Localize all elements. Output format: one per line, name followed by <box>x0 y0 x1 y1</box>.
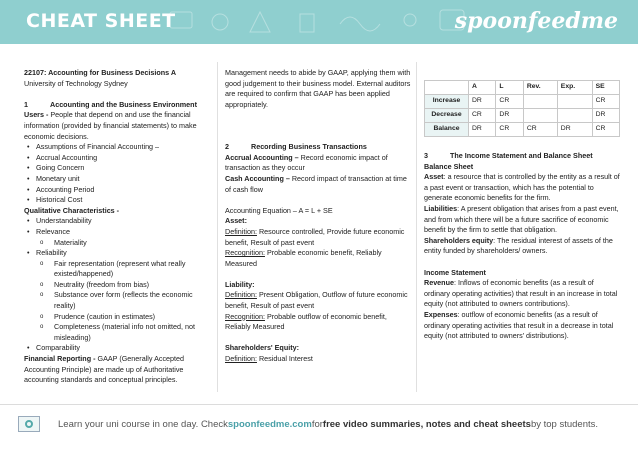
list-item: o Fair representation (represent what really existed/happened) <box>24 259 210 280</box>
row-label: Balance <box>425 123 469 137</box>
university-name: University of Technology Sydney <box>24 78 128 88</box>
income-statement-heading: Income Statement <box>424 267 486 277</box>
table-row <box>425 95 620 109</box>
revenue-paragraph: Revenue: Inflows of economic benefits (as a result of ordinary operating activities) that result in an increase in total equity (not attributed to owners contributions). <box>424 278 618 309</box>
table-cell: CR <box>523 123 557 137</box>
equity-definition: Definition: Residual Interest <box>225 354 313 364</box>
table-cell: DR <box>557 123 592 137</box>
table-cell: CR <box>496 123 523 137</box>
list-item: • Reliability <box>24 248 210 259</box>
section-heading: 1 Accounting and the Business Environment <box>24 99 197 109</box>
users-paragraph: Users - People that depend on and use the financial information (provided by financial statements) to make economic decisions. <box>24 110 197 141</box>
table-header-row <box>425 81 620 95</box>
liabilities-paragraph: Liabilities: A present obligation that arises from a past event, and from which there will be a future sacrifice of economic benefit by the firm to settle that obligation. <box>424 203 619 235</box>
table-cell <box>557 95 592 109</box>
brand-logo[interactable]: spoonfeedme <box>454 8 618 34</box>
page-title: CHEAT SHEET <box>26 10 176 32</box>
equity-paragraph: Shareholders equity: The residual interest of assets of the entity funded by shareholders/ owners. <box>424 235 613 256</box>
gaap-paragraph: Management needs to abide by GAAP, applying them with good judgement to their business model. External auditors are required to confirm that GAAP has been applied appropriately. <box>225 68 411 109</box>
column-divider <box>416 62 417 392</box>
footer-divider <box>0 404 638 405</box>
table-header: Exp. <box>557 81 592 95</box>
section-heading: 3 The Income Statement and Balance Sheet <box>424 151 593 160</box>
expenses-paragraph: Expenses: outflow of economic benefits (as a result of ordinary operating activities that result in a decrease in total equity (not attributed to owners' distributions). <box>424 309 614 341</box>
section-heading: 2 Recording Business Transactions <box>225 142 367 152</box>
list-item: o Materiality <box>24 238 210 249</box>
table-cell <box>557 109 592 123</box>
list-item: • Historical Cost <box>24 195 210 206</box>
table-header: A <box>469 81 496 95</box>
column-1 <box>24 68 210 386</box>
qualitative-list <box>24 216 210 237</box>
column-divider <box>217 62 218 392</box>
list-item: • Accounting Period <box>24 185 210 196</box>
table-header: SE <box>592 81 619 95</box>
list-item: • Assumptions of Financial Accounting – <box>24 142 210 153</box>
cash-paragraph: Cash Accounting – Record impact of transaction at time of cash flow <box>225 173 407 194</box>
table-cell: CR <box>592 123 619 137</box>
column-2 <box>225 68 411 365</box>
table-cell <box>523 109 557 123</box>
table-cell: CR <box>496 95 523 109</box>
table-cell: DR <box>592 109 619 123</box>
footer-banner <box>18 416 598 432</box>
column-3 <box>424 80 620 342</box>
table-cell: DR <box>469 123 496 137</box>
table-cell: CR <box>469 109 496 123</box>
asset-recognition: Recognition: Probable economic benefit, Reliably Measured <box>225 248 382 268</box>
liability-definition: Definition: Present Obligation, Outflow of future economic benefit, Result of past event <box>225 290 408 311</box>
list-item: • Accrual Accounting <box>24 153 210 164</box>
list-item: o Prudence (caution in estimates) <box>24 312 210 323</box>
relevance-sublist <box>24 238 210 249</box>
table-cell: DR <box>469 95 496 109</box>
asset-definition: Definition: Resource controlled, Provide future economic benefit, Result of past event <box>225 226 405 247</box>
asset-heading: Asset: <box>225 216 247 226</box>
video-icon <box>18 416 40 432</box>
list-item: • Comparability <box>24 343 210 354</box>
list-item: • Monetary unit <box>24 174 210 185</box>
liability-recognition: Recognition: Probable outflow of economic benefit, Reliably Measured <box>225 311 387 332</box>
footer-text: by top students. <box>530 418 599 430</box>
accounting-equation: Accounting Equation – A = L + SE <box>225 205 333 215</box>
assumptions-list <box>24 142 210 206</box>
row-label: Decrease <box>425 109 469 123</box>
list-item: o Neutrality (freedom from bias) <box>24 280 210 291</box>
qualitative-heading: Qualitative Characteristics - <box>24 205 120 215</box>
footer-highlight: free video summaries, notes and cheat sheets <box>322 418 531 430</box>
table-cell: CR <box>592 95 619 109</box>
balance-sheet-heading: Balance Sheet <box>424 161 474 171</box>
liability-heading: Liability: <box>225 279 255 289</box>
row-label: Increase <box>425 95 469 109</box>
footer-text: Learn your uni course in one day. Check <box>58 418 228 430</box>
table-cell: DR <box>496 109 523 123</box>
list-item: o Completeness (material info not omitted, not misleading) <box>24 322 210 343</box>
accrual-paragraph: Accrual Accounting – Record economic impact of transaction as they occur <box>225 152 388 173</box>
list-item: • Going Concern <box>24 163 210 174</box>
table-cell <box>523 95 557 109</box>
header-banner <box>0 0 638 44</box>
table-row <box>425 109 620 123</box>
debit-credit-table <box>424 80 620 137</box>
footer-text: for <box>311 418 323 430</box>
reliability-sublist <box>24 259 210 344</box>
list-item: • Understandability <box>24 216 210 227</box>
table-header: Rev. <box>523 81 557 95</box>
table-row <box>425 123 620 137</box>
footer-site-link[interactable]: spoonfeedme.com <box>227 418 312 430</box>
list-item: • Relevance <box>24 227 210 238</box>
table-header: L <box>496 81 523 95</box>
asset-paragraph: Asset: a resource that is controlled by the entity as a result of a past event or transaction, which has the potential to generate economic benefits for the firm. <box>424 172 620 203</box>
equity-heading: Shareholders' Equity: <box>225 343 300 353</box>
doodle-decoration-icon <box>160 4 480 40</box>
financial-reporting-paragraph: Financial Reporting - GAAP (Generally Accepted Accounting Principle) are made up of Authoritative accounting standards and conceptual principles. <box>24 354 185 385</box>
course-title: 22107: Accounting for Business Decisions A <box>24 68 177 77</box>
list-item: o Substance over form (reflects the economic reality) <box>24 290 210 311</box>
